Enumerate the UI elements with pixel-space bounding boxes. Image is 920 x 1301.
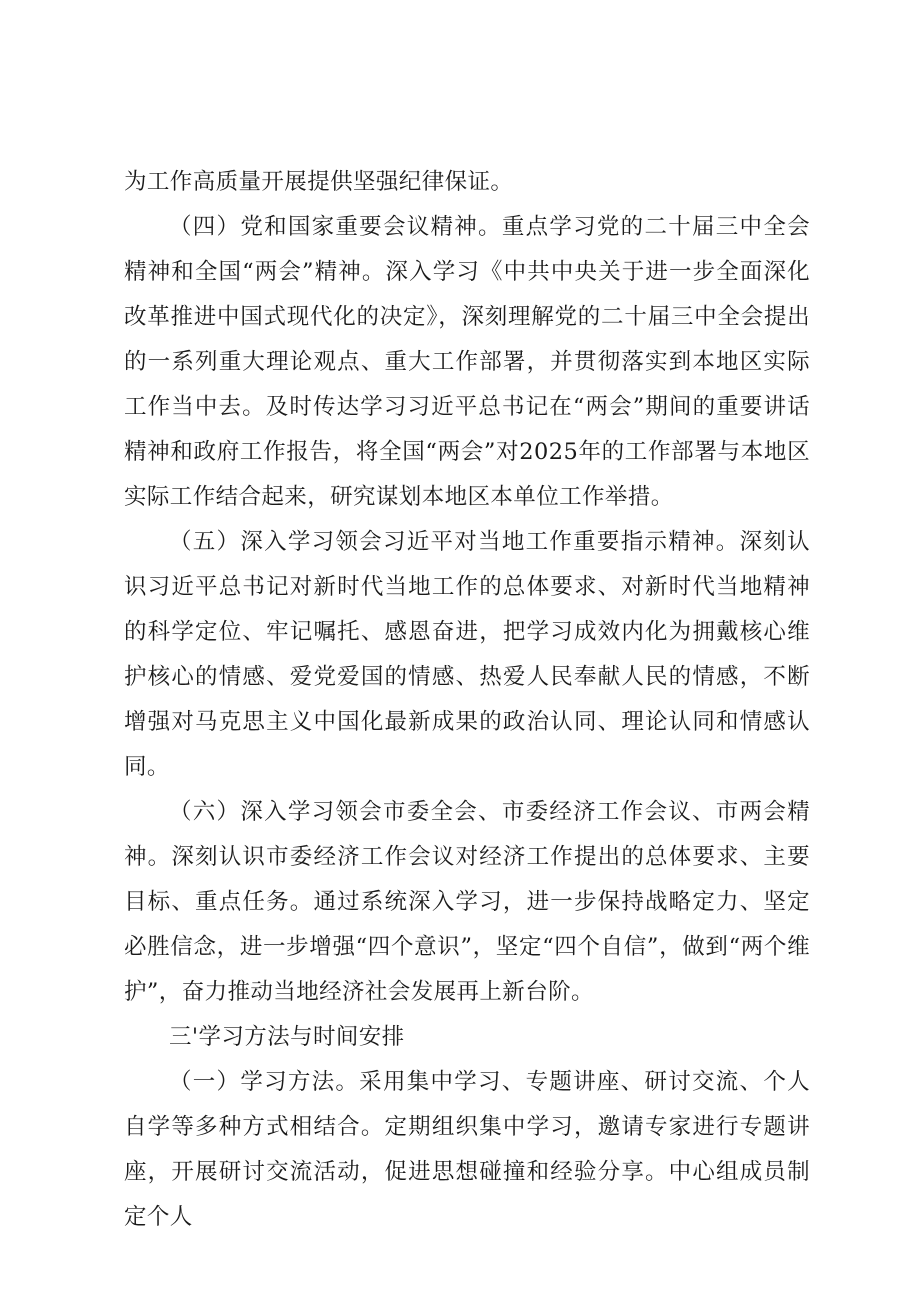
- paragraph-section-6: （六）深入学习领会市委全会、市委经济工作会议、市两会精神。深刻认识市委经济工作会议对经济工作提出的总体要求、主要目标、重点任务。通过系统深入学习，进一步保持战略定力、坚定必胜信念，进一步增强“四个意识”，坚定“四个自信”，做到“两个维护”，奋力推动当地经济社会发展再上新台阶。: [124, 799, 810, 1005]
- document-page: [124, 160, 810, 1240]
- paragraph-section-4: （四）党和国家重要会议精神。重点学习党的二十届三中全会精神和全国“两会”精神。深入学习《中共中央关于进一步全面深化改革推进中国式现代化的决定》，深刻理解党的二十届三中全会提出的一系列重大理论观点、重大工作部署，并贯彻落实到本地区实际工作当中去。及时传达学习习近平总书记在“两会”期间的重要讲话精神和政府工作报告，将全国“两会”对2025年的工作部署与本地区实际工作结合起来，研究谋划本地区本单位工作举措。: [124, 214, 810, 510]
- section-heading-3: 三'学习方法与时间安排: [169, 1024, 405, 1050]
- paragraph-section-5: （五）深入学习领会习近平对当地工作重要指示精神。深刻认识习近平总书记对新时代当地工作的总体要求、对新时代当地精神的科学定位、牢记嘱托、感恩奋进，把学习成效内化为拥戴核心维护核心的情感、爱党爱国的情感、热爱人民奉献人民的情感，不断增强对马克思主义中国化最新成果的政治认同、理论认同和情感认同。: [124, 529, 810, 780]
- paragraph-continuation: 为工作高质量开展提供坚强纪律保证。: [124, 169, 514, 195]
- paragraph-method: （一）学习方法。采用集中学习、专题讲座、研讨交流、个人自学等多种方式相结合。定期组织集中学习，邀请专家进行专题讲座，开展研讨交流活动，促进思想碰撞和经验分享。中心组成员制定个人: [124, 1069, 810, 1230]
